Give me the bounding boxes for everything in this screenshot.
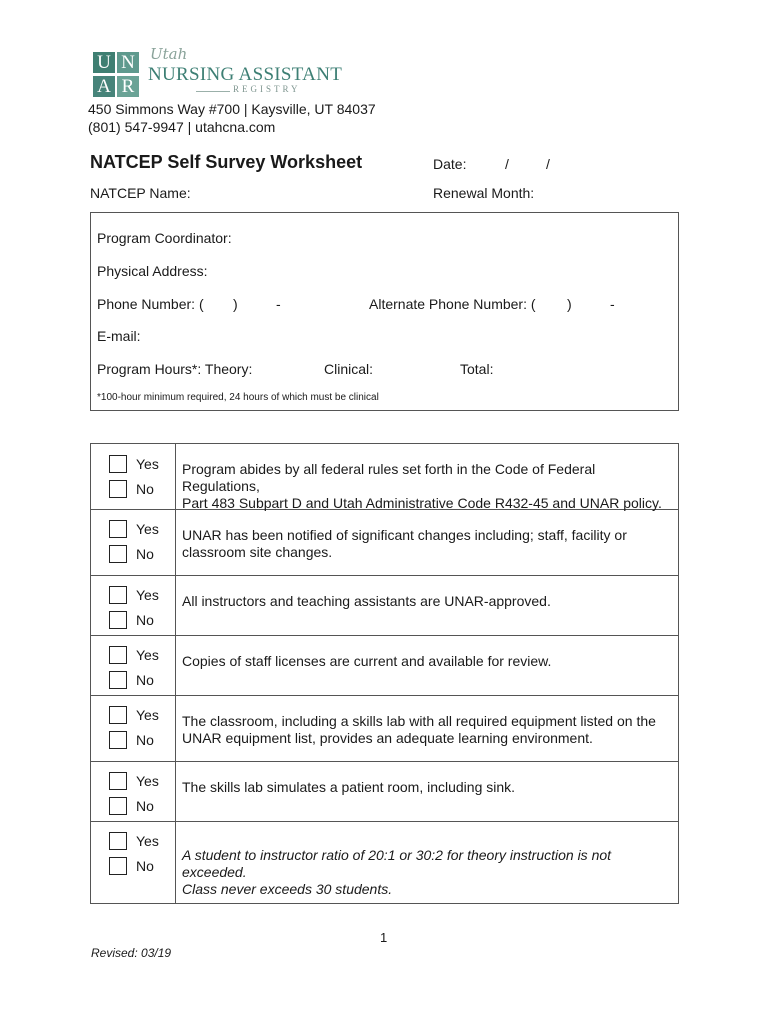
- alt-phone-dash: -: [610, 296, 615, 312]
- no-label: No: [136, 858, 154, 874]
- no-label: No: [136, 612, 154, 628]
- statement-line: All instructors and teaching assistants are UNAR-approved.: [182, 593, 551, 609]
- no-label: No: [136, 798, 154, 814]
- statement-line: UNAR equipment list, provides an adequate learning environment.: [182, 730, 593, 746]
- program-coordinator-label: Program Coordinator:: [97, 230, 232, 246]
- yes-checkbox[interactable]: [109, 706, 127, 724]
- no-checkbox[interactable]: [109, 671, 127, 689]
- yes-label: Yes: [136, 587, 159, 603]
- no-checkbox[interactable]: [109, 480, 127, 498]
- yes-checkbox[interactable]: [109, 455, 127, 473]
- clinical-hours-label: Clinical:: [324, 361, 374, 377]
- statement-line: The skills lab simulates a patient room, including sink.: [182, 779, 516, 795]
- statement-line: Class never exceeds 30 students.: [182, 881, 393, 897]
- statement-line: The classroom, including a skills lab with all required equipment listed on the: [182, 713, 656, 729]
- yes-checkbox[interactable]: [109, 520, 127, 538]
- checklist-table: [90, 443, 679, 904]
- logo-main-text: NURSING ASSISTANT: [148, 64, 343, 85]
- date-slash-2: /: [546, 156, 550, 172]
- statement: [182, 653, 674, 670]
- no-checkbox[interactable]: [109, 545, 127, 563]
- row-divider: [90, 635, 679, 636]
- yes-label: Yes: [136, 647, 159, 663]
- address-line-2: (801) 547-9947 | utahcna.com: [88, 119, 276, 135]
- statement-line: Part 483 Subpart D and Utah Administrative Code R432-45 and UNAR policy.: [182, 495, 662, 511]
- logo-letter-u: U: [93, 52, 115, 73]
- total-hours-label: Total:: [460, 361, 494, 377]
- alt-phone-close-paren: ): [567, 296, 572, 312]
- page-title: NATCEP Self Survey Worksheet: [90, 152, 363, 172]
- logo-divider: [196, 91, 230, 92]
- no-label: No: [136, 481, 154, 497]
- alternate-phone-label: Alternate Phone Number: (: [369, 296, 536, 312]
- logo-letter-a: A: [93, 76, 115, 97]
- phone-dash: -: [276, 296, 281, 312]
- email-label: E-mail:: [97, 328, 141, 344]
- statement: [182, 847, 674, 898]
- row-divider: [90, 575, 679, 576]
- logo-sub-text: REGISTRY: [233, 84, 301, 94]
- statement-line: Program abides by all federal rules set forth in the Code of Federal Regulations,: [182, 461, 596, 494]
- statement-line: UNAR has been notified of significant changes including; staff, facility or: [182, 527, 627, 543]
- yes-label: Yes: [136, 707, 159, 723]
- natcep-name-label: NATCEP Name:: [90, 185, 191, 201]
- phone-close-paren: ): [233, 296, 238, 312]
- no-label: No: [136, 672, 154, 688]
- revised-date: Revised: 03/19: [91, 946, 172, 960]
- logo-letter-n: N: [117, 52, 139, 73]
- yes-checkbox[interactable]: [109, 646, 127, 664]
- statement: [182, 779, 674, 796]
- no-checkbox[interactable]: [109, 857, 127, 875]
- yes-checkbox[interactable]: [109, 832, 127, 850]
- unar-logo: [93, 52, 141, 98]
- statement-line: classroom site changes.: [182, 544, 333, 560]
- statement: [182, 527, 674, 561]
- page-number: 1: [380, 930, 388, 945]
- statement: [182, 593, 674, 610]
- statement-line: A student to instructor ratio of 20:1 or 30:2 for theory instruction is not exceeded.: [182, 847, 612, 880]
- date-slash-1: /: [505, 156, 509, 172]
- yes-label: Yes: [136, 456, 159, 472]
- address-line-1: 450 Simmons Way #700 | Kaysville, UT 84037: [88, 101, 376, 117]
- no-checkbox[interactable]: [109, 731, 127, 749]
- statement-line: Copies of staff licenses are current and available for review.: [182, 653, 552, 669]
- row-divider: [90, 695, 679, 696]
- no-label: No: [136, 732, 154, 748]
- yes-label: Yes: [136, 773, 159, 789]
- table-column-divider: [175, 443, 176, 904]
- no-label: No: [136, 546, 154, 562]
- program-hours-label: Program Hours*: Theory:: [97, 361, 253, 377]
- logo-utah-script: Utah: [150, 45, 188, 63]
- yes-label: Yes: [136, 521, 159, 537]
- statement: [182, 461, 674, 512]
- hours-footnote: *100-hour minimum required, 24 hours of which must be clinical: [97, 392, 379, 403]
- no-checkbox[interactable]: [109, 797, 127, 815]
- logo-letter-r: R: [117, 76, 139, 97]
- statement: [182, 713, 674, 747]
- renewal-month-label: Renewal Month:: [433, 185, 535, 201]
- phone-number-label: Phone Number: (: [97, 296, 204, 312]
- no-checkbox[interactable]: [109, 611, 127, 629]
- yes-label: Yes: [136, 833, 159, 849]
- yes-checkbox[interactable]: [109, 586, 127, 604]
- row-divider: [90, 821, 679, 822]
- date-label: Date:: [433, 156, 467, 172]
- physical-address-label: Physical Address:: [97, 263, 208, 279]
- row-divider: [90, 761, 679, 762]
- yes-checkbox[interactable]: [109, 772, 127, 790]
